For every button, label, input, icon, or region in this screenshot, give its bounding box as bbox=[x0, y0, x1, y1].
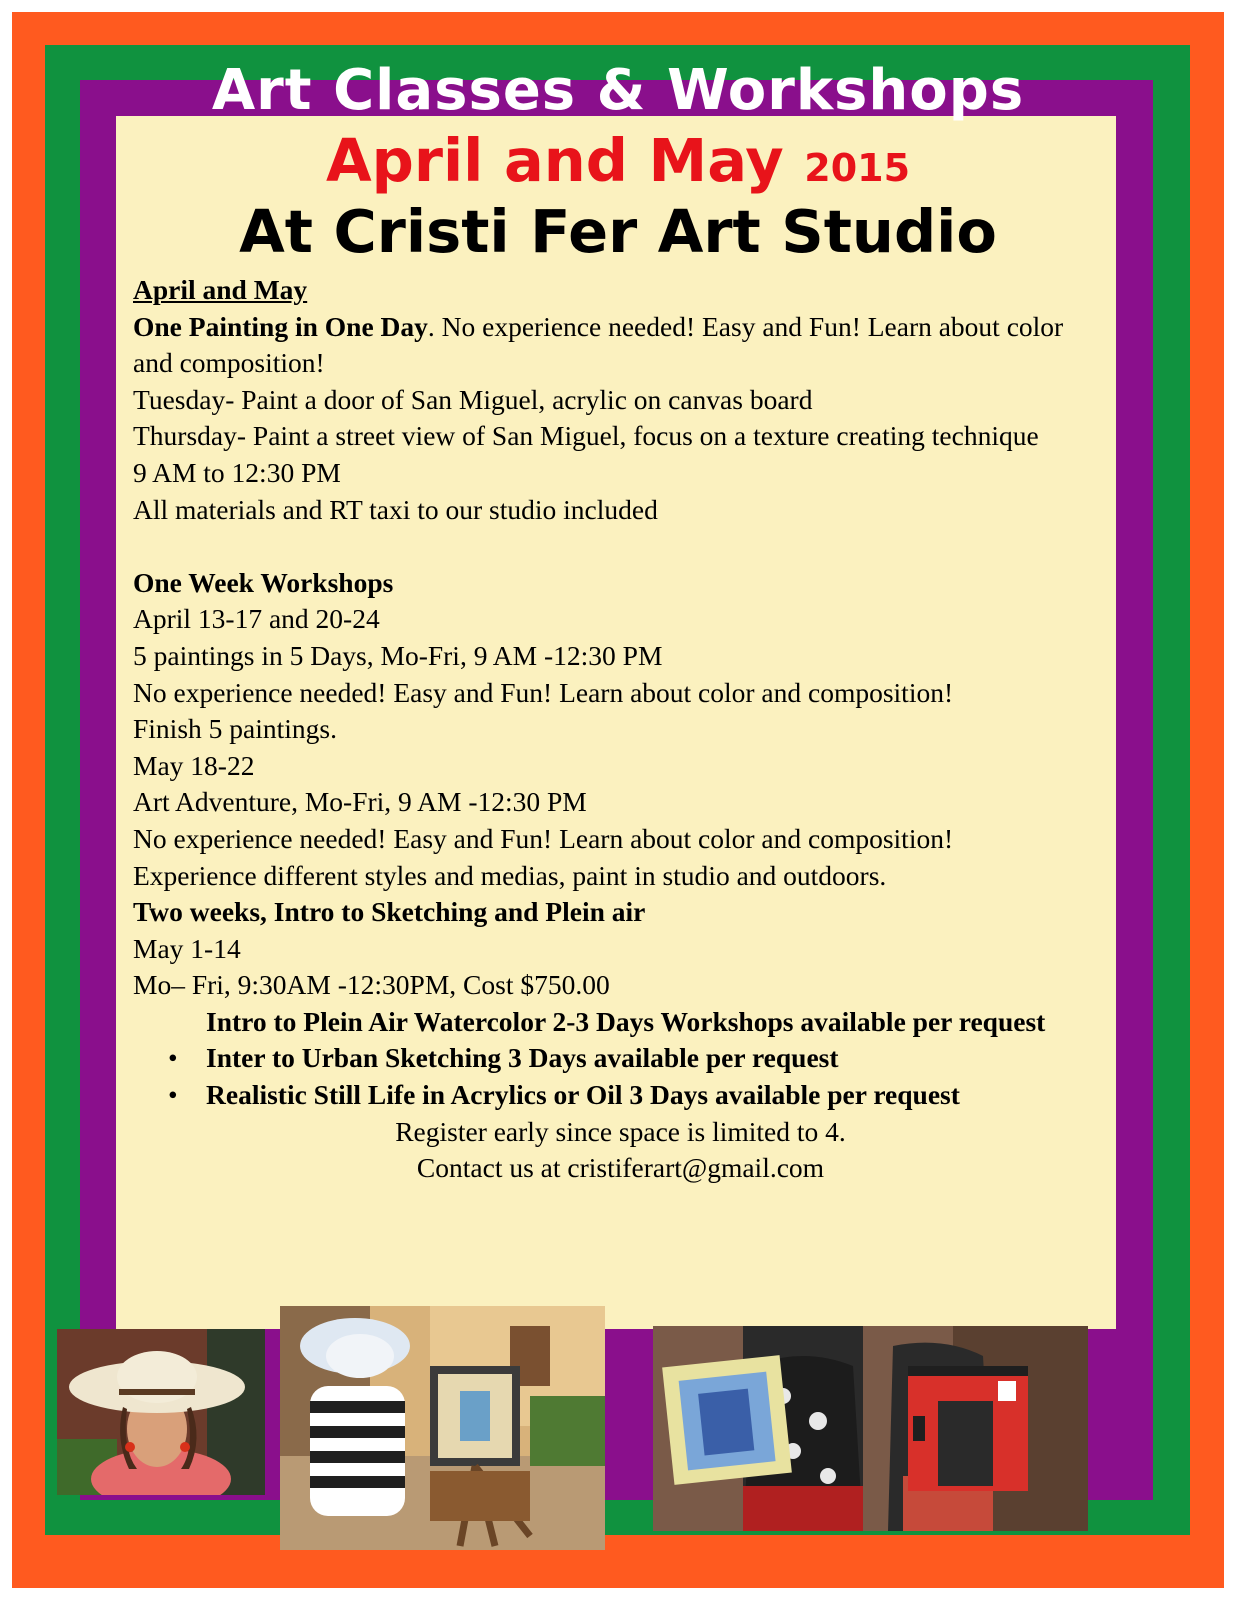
register-note: Register early since space is limited to 4. bbox=[395, 1115, 846, 1147]
one-day-included: All materials and RT taxi to our studio included bbox=[133, 493, 658, 525]
contact-line: Contact us at cristiferart@gmail.com bbox=[416, 1152, 825, 1184]
artist-portrait-photo bbox=[57, 1329, 265, 1495]
students-paintings-photo bbox=[653, 1326, 1088, 1531]
flyer-title: Art Classes & Workshops bbox=[211, 58, 1025, 123]
one-day-time: 9 AM to 12:30 PM bbox=[133, 456, 341, 488]
bullet-urban-sketching: Inter to Urban Sketching 3 Days available per request bbox=[206, 1042, 839, 1074]
watercolor-workshop: Intro to Plein Air Watercolor 2-3 Days Workshops available per request bbox=[206, 1005, 1046, 1037]
may-note: No experience needed! Easy and Fun! Learn about color and composition! bbox=[133, 822, 954, 854]
workshop-bullet-list bbox=[133, 1040, 1108, 1113]
easel-painting-photo bbox=[280, 1306, 605, 1550]
two-weeks-heading: Two weeks, Intro to Sketching and Plein air bbox=[133, 896, 646, 928]
artist-portrait-illustration bbox=[57, 1329, 265, 1495]
dates-title bbox=[0, 126, 1236, 203]
spacer bbox=[133, 528, 1108, 565]
dates-title-months: April and May bbox=[325, 126, 784, 195]
section-heading-april-may: April and May bbox=[133, 274, 308, 305]
tuesday-line: Tuesday- Paint a door of San Miguel, acrylic on canvas board bbox=[133, 383, 813, 415]
easel-painting-illustration bbox=[280, 1306, 605, 1550]
one-day-description: . No experience needed! Easy and Fun! Learn about color and composition! bbox=[133, 310, 1064, 379]
april-finish: Finish 5 paintings. bbox=[133, 713, 337, 745]
dates-title-year: 2015 bbox=[804, 146, 911, 190]
may-experience: Experience different styles and medias, paint in studio and outdoors. bbox=[133, 859, 887, 891]
two-weeks-dates: May 1-14 bbox=[133, 932, 241, 964]
one-day-intro bbox=[133, 309, 1108, 382]
studio-title: At Cristi Fer Art Studio bbox=[239, 197, 997, 266]
april-note: No experience needed! Easy and Fun! Learn about color and composition! bbox=[133, 676, 954, 708]
week-workshops-heading: One Week Workshops bbox=[133, 566, 394, 598]
thursday-line: Thursday- Paint a street view of San Miguel, focus on a texture creating technique bbox=[133, 420, 1039, 452]
bullet-icon: • bbox=[168, 1042, 178, 1074]
bullet-still-life: Realistic Still Life in Acrylics or Oil 3 Days available per request bbox=[206, 1079, 960, 1111]
list-item bbox=[168, 1077, 1108, 1114]
bullet-icon: • bbox=[168, 1079, 178, 1111]
list-item bbox=[168, 1040, 1108, 1077]
one-day-class-name: One Painting in One Day bbox=[133, 310, 428, 342]
may-schedule: Art Adventure, Mo-Fri, 9 AM -12:30 PM bbox=[133, 786, 587, 818]
students-paintings-illustration bbox=[653, 1326, 1088, 1531]
two-weeks-schedule: Mo– Fri, 9:30AM -12:30PM, Cost $750.00 bbox=[133, 969, 610, 1001]
april-schedule: 5 paintings in 5 Days, Mo-Fri, 9 AM -12:30 PM bbox=[133, 639, 663, 671]
april-dates: April 13-17 and 20-24 bbox=[133, 603, 380, 635]
may-dates: May 18-22 bbox=[133, 749, 255, 781]
flyer-body bbox=[133, 272, 1108, 1187]
